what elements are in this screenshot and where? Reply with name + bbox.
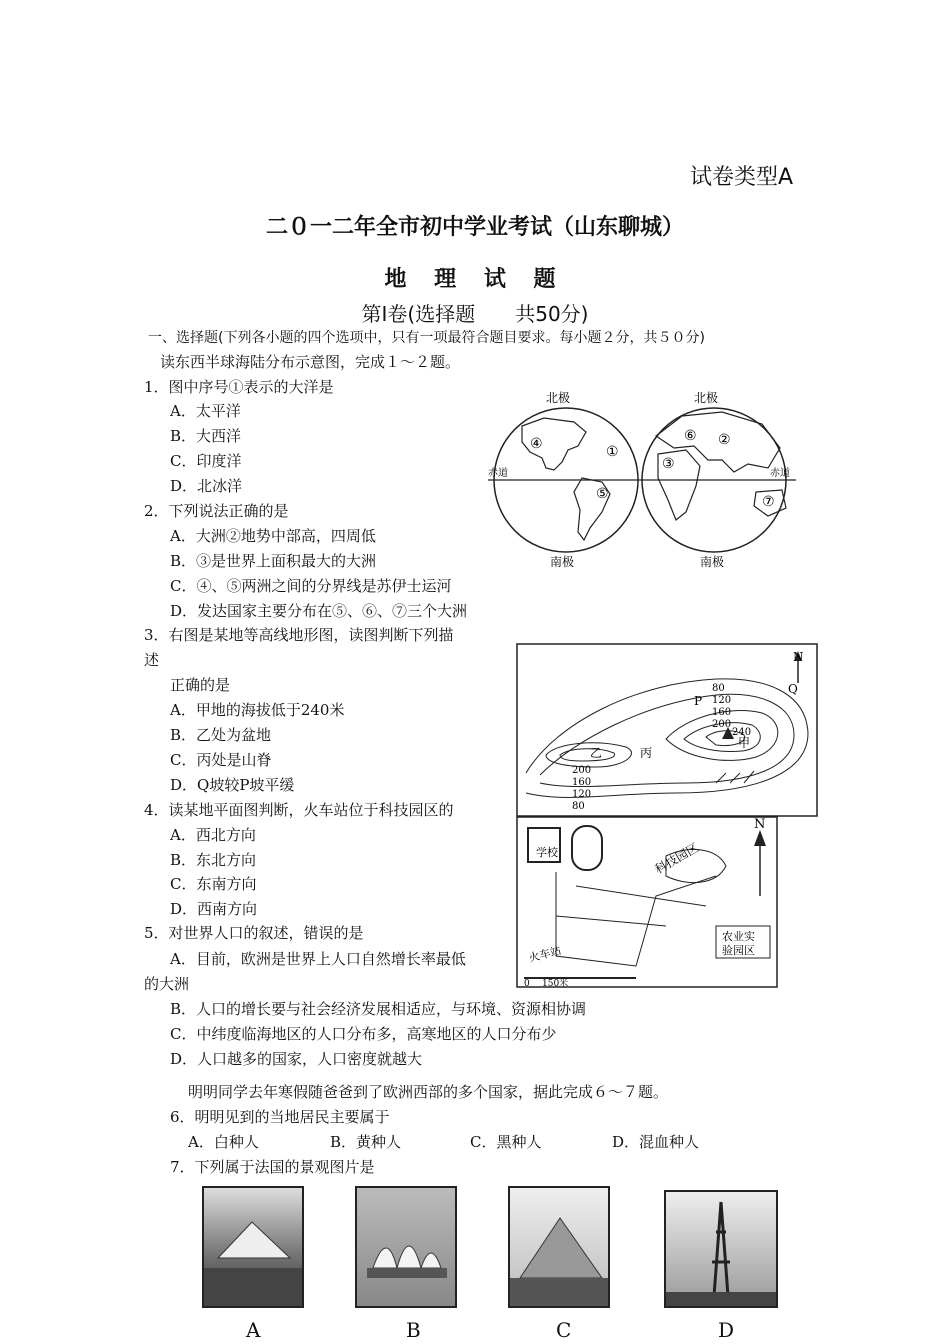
q4-option-a: A．西北方向 [170,826,256,844]
q5-stem: 5．对世界人口的叙述，错误的是 [144,924,364,942]
contour-west-80: 80 [572,801,585,812]
q6-option-a: A．白种人 [188,1133,259,1151]
intro-q1-2: 读东西半球海陆分布示意图，完成１～２题。 [160,353,461,371]
label-2: ② [718,432,731,448]
q3-option-b: B．乙处为盆地 [170,726,272,744]
q3-stem-line1: 3．右图是某地等高线地形图，读图判断下列描 [144,626,454,644]
q4-option-c: C．东南方向 [170,875,257,893]
label-6: ⑥ [684,428,697,444]
tech-park-label: 科技园区 [652,840,702,877]
photo-c-pyramids [508,1186,610,1308]
station-label: 火车站 [527,943,563,965]
photo-d-drawing [666,1192,776,1306]
plan-map [516,816,778,990]
place-bing: 丙 [640,746,653,760]
agri-park-label-2: 验园区 [722,944,755,957]
west-north-pole-label: 北极 [546,391,571,405]
contour-elev-120: 120 [712,695,732,706]
photo-label-d: D [718,1318,735,1342]
q5-option-d: D．人口越多的国家，人口密度就越大 [170,1050,423,1068]
q5-option-b: B．人口的增长要与社会经济发展相适应，与环境、资源相协调 [170,1000,587,1018]
q4-option-d: D．西南方向 [170,900,258,918]
contour-map-frame [517,644,817,816]
scale-zero: 0 [524,979,530,989]
contour-elev-80: 80 [712,683,725,694]
plan-north-label: N [754,817,766,832]
photo-b-opera-house [355,1186,457,1308]
q1-option-c: C．印度洋 [170,452,242,470]
photo-label-c: C [556,1318,572,1342]
label-5: ⑤ [596,486,609,502]
q2-stem: 2．下列说法正确的是 [144,502,289,520]
contour-elev-160: 160 [712,707,732,718]
q2-option-c: C．④、⑤两洲之间的分界线是苏伊士运河 [170,577,452,595]
school-label: 学校 [536,846,558,859]
photo-label-b: B [406,1318,421,1342]
q6-option-c: C．黑种人 [470,1133,542,1151]
contour-north-label: N [793,650,804,664]
photo-b-drawing [357,1188,455,1306]
agri-park-label-1: 农业实 [722,930,755,943]
contour-elev-200: 200 [712,719,732,730]
q3-option-c: C．丙处是山脊 [170,751,272,769]
q6-stem: 6．明明见到的当地居民主要属于 [170,1108,390,1126]
contour-west-200: 200 [572,765,592,776]
q2-option-b: B．③是世界上面积最大的大洲 [170,552,377,570]
paper-type: 试卷类型A [690,165,794,190]
q1-option-d: D．北冰洋 [170,477,243,495]
q3-option-d: D．Q坡较P坡平缓 [170,776,295,794]
q6-option-d: D．混血种人 [612,1133,700,1151]
q2-option-d: D．发达国家主要分布在⑤、⑥、⑦三个大洲 [170,602,468,620]
section-instruction: 一、选择题(下列各小题的四个选项中，只有一项最符合题目要求。每小题２分，共５０分) [148,330,705,346]
hemisphere-map [486,388,798,574]
label-3: ③ [662,456,675,472]
q1-option-a: A．太平洋 [170,402,241,420]
q3-stem-line3: 正确的是 [170,676,231,694]
q3-stem-line2: 述 [144,651,160,669]
place-q: Q [788,682,798,696]
label-7: ⑦ [762,494,775,510]
q7-stem: 7．下列属于法国的景观图片是 [170,1158,375,1176]
east-north-pole-label: 北极 [694,391,719,405]
east-equator-label: 赤道 [770,468,790,479]
east-south-pole-label: 南极 [700,555,725,569]
volume-title: 第Ⅰ卷(选择题 共50分) [361,302,589,326]
contour-west-160: 160 [572,777,592,788]
west-south-pole-label: 南极 [550,555,575,569]
photo-a-fuji [202,1186,304,1308]
photo-label-a: A [246,1318,261,1342]
photo-a-drawing [204,1188,302,1306]
place-yi: 乙 [590,746,603,760]
subject-title: 地 理 试 题 [384,267,566,292]
q5-option-a-cont: 的大洲 [144,975,190,993]
q2-option-a: A．大洲②地势中部高，四周低 [170,527,376,545]
q1-stem: 1．图中序号①表示的大洋是 [144,378,334,396]
contour-map [516,643,818,817]
photo-c-drawing [510,1188,608,1306]
contour-elev-240: 240 [732,727,752,738]
q5-option-c: C．中纬度临海地区的人口分布多，高寒地区的人口分布少 [170,1025,557,1043]
label-4: ④ [530,436,543,452]
scale-150: 150米 [542,979,569,989]
q1-option-b: B．大西洋 [170,427,242,445]
place-p: P [694,694,703,708]
q6-option-b: B．黄种人 [330,1133,402,1151]
intro-q6-7: 明明同学去年寒假随爸爸到了欧洲西部的多个国家，据此完成６～７题。 [188,1083,669,1101]
q5-option-a: A．目前，欧洲是世界上人口自然增长率最低 [170,950,466,968]
exam-title: 二０一二年全市初中学业考试（山东聊城） [265,215,684,240]
label-1: ① [606,444,619,460]
contour-west-120: 120 [572,789,592,800]
q4-option-b: B．东北方向 [170,851,257,869]
place-jia: 甲 [738,736,751,750]
q4-stem: 4．读某地平面图判断，火车站位于科技园区的 [144,801,454,819]
photo-d-eiffel-tower [664,1190,778,1308]
q3-option-a: A．甲地的海拔低于240米 [170,701,345,719]
west-equator-label: 赤道 [488,468,508,479]
